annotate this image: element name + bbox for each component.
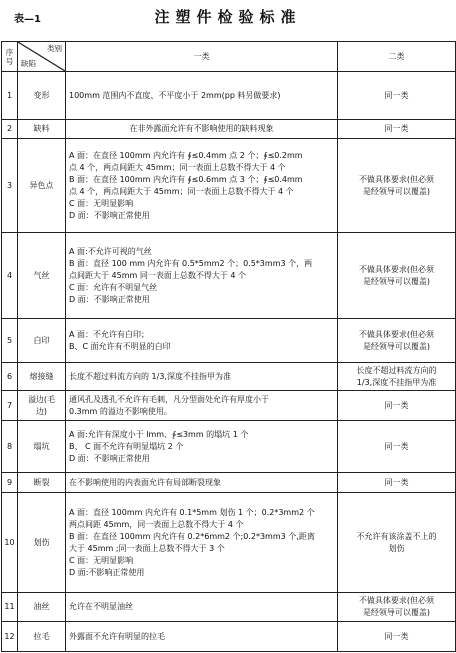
table-row (2, 473, 456, 493)
defect-name: 拉毛 (18, 622, 66, 652)
table-row (2, 622, 456, 652)
defect-name: 气丝 (18, 233, 66, 319)
defect-name: 塌坑 (18, 421, 66, 473)
class2-requirement: 同一类 (338, 72, 456, 120)
defect-name: 断裂 (18, 473, 66, 493)
class2-requirement: 不做具体要求(但必须 是经领导可以覆盖) (338, 593, 456, 622)
page-title: 注塑件检验标准 (154, 8, 302, 26)
class1-requirement: A 面：直径 100mm 内允许有 0.1*5mm 划伤 1 个；0.2*3mm2 个 两点间距 45mm，同一表面上总数不得大于 4 个 B 面：在直径 100mm 内允许有 0.2*6mm2 个;0.2*3mm3 个,距离 大于 45mm ;同一表面上总数不得大于 3 个 C 面：无明显影响 D 面:不影响正常使用 (66, 493, 338, 593)
defect-name: 白印 (18, 319, 66, 363)
defect-name: 变形 (18, 72, 66, 120)
class1-requirement: 长度不超过料流方向的 1/3,深度不挂指甲为准 (66, 363, 338, 391)
class1-requirement: A 面:允许有深度小于 lmm、∮≤3mm 的塌坑 1 个 B、 C 面不允许有明显塌坑 2 个 D 面：不影响正常使用 (66, 421, 338, 473)
row-number: 1 (2, 72, 18, 120)
row-number: 3 (2, 139, 18, 233)
header-serial-number: 序 号 (2, 42, 18, 72)
defect-name: 油丝 (18, 593, 66, 622)
row-number: 10 (2, 493, 18, 593)
class2-requirement: 同一类 (338, 622, 456, 652)
table-row (2, 319, 456, 363)
class1-requirement: A 面:不允许可视的气丝 B 面：直径 100 mm 内允许有 0.5*5mm2 个；0.5*3mm3 个，两 点间距大于 45mm 同一表面上总数不得大于 4 个 C 面：允许有不明显气丝 D 面：不影响正常使用 (66, 233, 338, 319)
class2-requirement: 同一类 (338, 120, 456, 139)
header-category-defect (18, 42, 66, 72)
class2-requirement: 不做具体要求(但必须 是经领导可以覆盖) (338, 319, 456, 363)
class1-requirement: 外露面不允许有明显的拉毛 (66, 622, 338, 652)
row-number: 4 (2, 233, 18, 319)
defect-name: 异色点 (18, 139, 66, 233)
table-row (2, 233, 456, 319)
table-label: 表—1 (14, 14, 41, 25)
header-class1: 一类 (66, 42, 338, 72)
table-row (2, 391, 456, 421)
row-number: 2 (2, 120, 18, 139)
table-row (2, 363, 456, 391)
table-row (2, 593, 456, 622)
row-number: 9 (2, 473, 18, 493)
table-row (2, 139, 456, 233)
class2-requirement: 不做具体要求(但必须 是经领导可以覆盖) (338, 139, 456, 233)
class2-requirement: 同一类 (338, 473, 456, 493)
header-category-label: 类别 (47, 44, 62, 53)
class1-requirement: 允许在不明显油丝 (66, 593, 338, 622)
class1-requirement: 在不影响使用的内表面允许有局部断裂现象 (66, 473, 338, 493)
defect-name: 熔接缝 (18, 363, 66, 391)
table-header-row (2, 42, 456, 72)
class1-requirement: 通风孔及透孔不允许有毛刺，凡分型面处允许有厚度小于 0.3mm 的溢边不影响使用。 (66, 391, 338, 421)
class2-requirement: 长度不超过料流方向的 1/3,深度不挂指甲为准 (338, 363, 456, 391)
row-number: 8 (2, 421, 18, 473)
header-class2: 二类 (338, 42, 456, 72)
row-number: 5 (2, 319, 18, 363)
table-row (2, 493, 456, 593)
defect-name: 划伤 (18, 493, 66, 593)
table-body (2, 72, 456, 652)
row-number: 11 (2, 593, 18, 622)
class2-requirement: 不做具体要求(但必须 是经领导可以覆盖) (338, 233, 456, 319)
class1-requirement: 在非外露面允许有不影响使用的缺料现象 (66, 120, 338, 139)
table-row (2, 120, 456, 139)
class2-requirement: 不允许有该涂盖不上的 划伤 (338, 493, 456, 593)
table-row (2, 421, 456, 473)
row-number: 7 (2, 391, 18, 421)
class1-requirement: 100mm 范围内不直度、不平度小于 2mm(pp 料另做要求) (66, 72, 338, 120)
inspection-standard-table (1, 41, 456, 652)
class1-requirement: A 面：在直径 100mm 内允许有 ∮≤0.4mm 点 2 个；∮≤0.2mm 点 4 个，两点间距大 45mm；同一表面上总数不得大于 4 个 B 面：在直径 100mm 内允许有 ∮≤0.6mm 点 3 个；∮≤0.4mm 点 4 个，两点间距大于 45mm；同一表面上总数不得大于 4 个 C 面：无明显影响 D 面：不影响正常使用 (66, 139, 338, 233)
table-row (2, 72, 456, 120)
row-number: 12 (2, 622, 18, 652)
class2-requirement: 同一类 (338, 391, 456, 421)
defect-name: 溢边(毛 边) (18, 391, 66, 421)
class1-requirement: A 面：不允许有白印； B、C 面允许有不明显的白印 (66, 319, 338, 363)
defect-name: 缺料 (18, 120, 66, 139)
class2-requirement: 同一类 (338, 421, 456, 473)
row-number: 6 (2, 363, 18, 391)
header-defect-label: 缺陷 (21, 59, 36, 68)
